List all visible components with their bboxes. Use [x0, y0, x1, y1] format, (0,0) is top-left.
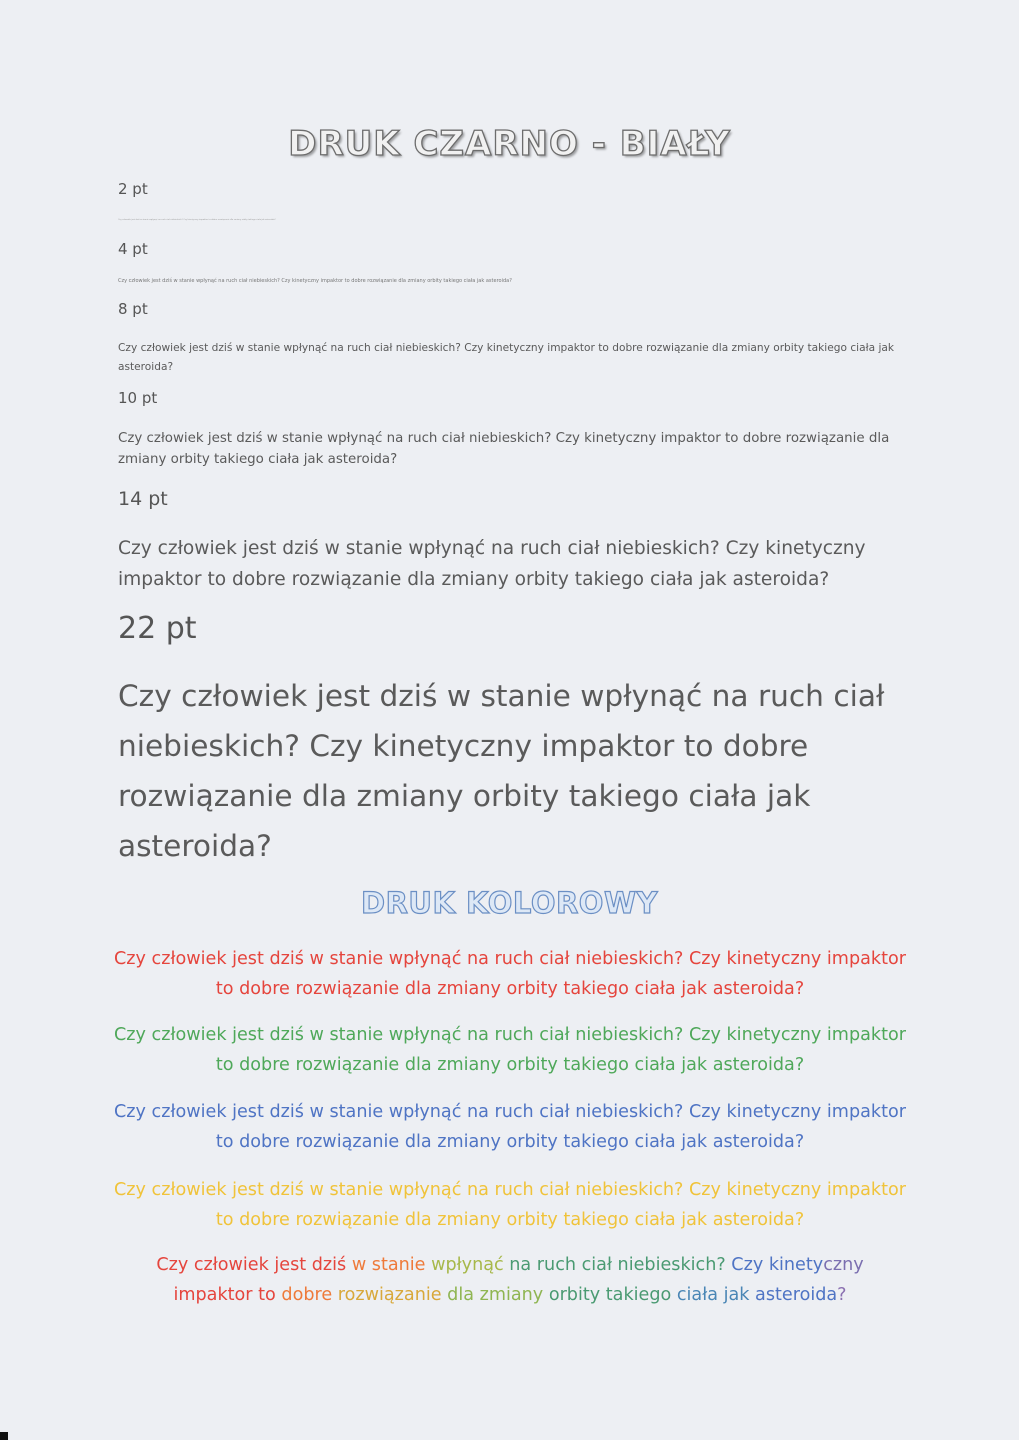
rainbow-segment: impaktor to — [173, 1285, 282, 1305]
rainbow-segment: ? — [837, 1285, 847, 1305]
rainbow-segment: Czy kinety — [731, 1255, 824, 1275]
color-sample-rainbow — [110, 1250, 910, 1310]
sample-text-14pt: Czy człowiek jest dziś w stanie wpłynąć na ruch ciał niebieskich? Czy kinetyczny impaktor to dobre rozwiązanie dla zmiany orbity takiego ciała jak asteroida? — [118, 538, 866, 590]
bw-print-title: DRUK CZARNO - BIAŁY — [288, 124, 731, 164]
scan-corner-mark — [0, 1432, 8, 1440]
rainbow-segment: orbity takiego — [548, 1285, 677, 1305]
size-label-10pt: 10 pt — [118, 389, 158, 407]
rainbow-line-2 — [173, 1285, 846, 1305]
color-sample-red: Czy człowiek jest dziś w stanie wpłynąć na ruch ciał niebieskich? Czy kinetyczny impaktor to dobre rozwiązanie dla zmiany orbity takiego ciała jak asteroida? — [114, 949, 906, 999]
sample-text-22pt: Czy człowiek jest dziś w stanie wpłynąć na ruch ciał niebieskich? Czy kinetyczny impaktor to dobre rozwiązanie dla zmiany orbity takiego ciała jak asteroida? — [118, 679, 885, 863]
rainbow-segment: Czy człowiek jest dziś — [156, 1255, 352, 1275]
size-label-22pt: 22 pt — [118, 611, 197, 646]
sample-text-2pt: Czy człowiek jest dziś w stanie wpłynąć na ruch ciał niebieskich? Czy kinetyczny impaktor to dobre rozwiązanie dla zmiany orbity takiego ciała jak asteroida? — [118, 219, 276, 221]
rainbow-segment: rozwiązanie — [337, 1285, 448, 1305]
size-label-2pt: 2 pt — [118, 180, 148, 198]
size-label-14pt: 14 pt — [118, 488, 168, 510]
sample-text-4pt: Czy człowiek jest dziś w stanie wpłynąć na ruch ciał niebieskich? Czy kinetyczny impaktor to dobre rozwiązanie dla zmiany orbity takiego ciała jak asteroida? — [118, 278, 512, 284]
sample-text-10pt: Czy człowiek jest dziś w stanie wpłynąć na ruch ciał niebieskich? Czy kinetyczny impaktor to dobre rozwiązanie dla zmiany orbity takiego ciała jak asteroida? — [118, 431, 890, 467]
rainbow-line-1 — [156, 1255, 863, 1275]
size-label-4pt: 4 pt — [118, 240, 148, 258]
size-label-8pt: 8 pt — [118, 300, 148, 318]
rainbow-segment: ciała jak — [676, 1285, 756, 1305]
color-sample-green: Czy człowiek jest dziś w stanie wpłynąć na ruch ciał niebieskich? Czy kinetyczny impaktor to dobre rozwiązanie dla zmiany orbity takiego ciała jak asteroida? — [114, 1025, 906, 1075]
rainbow-segment: dobre — [281, 1285, 338, 1305]
rainbow-segment: na ruch ciał niebieskich? — [509, 1255, 732, 1275]
rainbow-segment: asteroida — [755, 1285, 838, 1305]
rainbow-segment: w stanie — [351, 1255, 432, 1275]
rainbow-segment: wpłynąć — [431, 1255, 510, 1275]
color-sample-yellow: Czy człowiek jest dziś w stanie wpłynąć na ruch ciał niebieskich? Czy kinetyczny impaktor to dobre rozwiązanie dla zmiany orbity takiego ciała jak asteroida? — [114, 1180, 906, 1230]
rainbow-segment: dla zmiany — [447, 1285, 549, 1305]
sample-text-8pt: Czy człowiek jest dziś w stanie wpłynąć na ruch ciał niebieskich? Czy kinetyczny impaktor to dobre rozwiązanie dla zmiany orbity takiego ciała jak asteroida? — [118, 342, 895, 373]
color-sample-blue: Czy człowiek jest dziś w stanie wpłynąć na ruch ciał niebieskich? Czy kinetyczny impaktor to dobre rozwiązanie dla zmiany orbity takiego ciała jak asteroida? — [114, 1102, 906, 1152]
rainbow-segment: czny — [823, 1255, 864, 1275]
color-print-title: DRUK KOLOROWY — [361, 886, 658, 920]
